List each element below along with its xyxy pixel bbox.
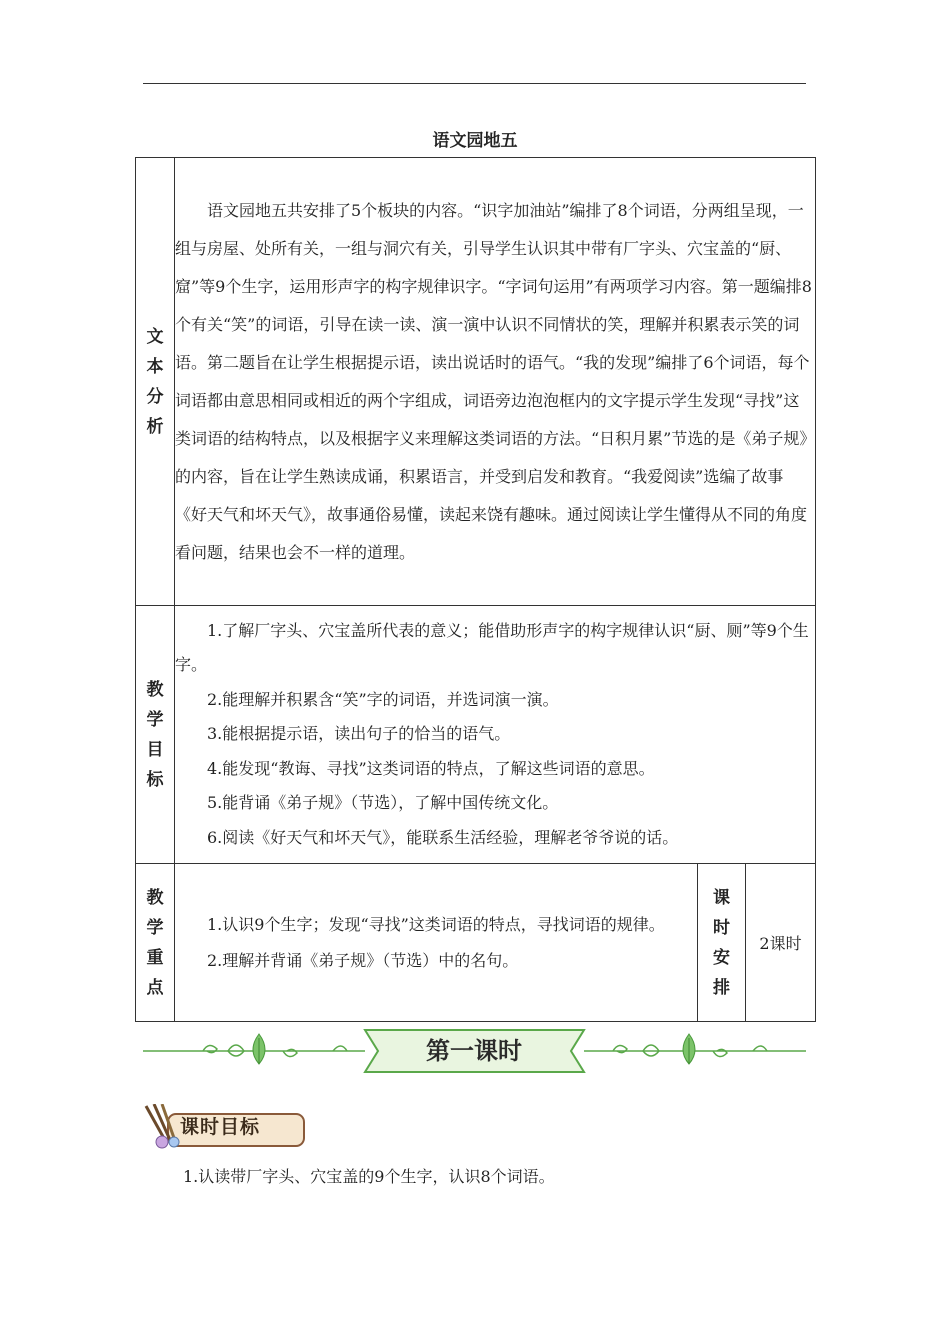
schedule-label: 课时安排 bbox=[698, 864, 746, 1022]
analysis-text: 语文园地五共安排了5个板块的内容。“识字加油站”编排了8个词语，分两组呈现，一组与房屋、处所有关，一组与洞穴有关，引导学生认识其中带有厂字头、穴宝盖的“厨、窟”等9个生字，运用形声字的构字规律识字。“字词句运用”有两项学习内容。第一题编排8个有关“笑”的词语，引导在读一读、演一演中认识不同情状的笑，理解并积累表示笑的词语。第二题旨在让学生根据提示语，读出说话时的语气。“我的发现”编排了6个词语，每个词语都由意思相同或相近的两个字组成，词语旁边泡泡框内的文字提示学生发现“寻找”这类词语的结构特点，以及根据字义来理解这类词语的方法。“日积月累”节选的是《弟子规》的内容，旨在让学生熟读成诵，积累语言，并受到启发和教育。“我爱阅读”选编了故事《好天气和坏天气》，故事通俗易懂，读起来饶有趣味。通过阅读让学生懂得从不同的角度看问题，结果也会不一样的道理。 bbox=[175, 200, 812, 562]
lesson-plan-table bbox=[135, 157, 816, 1022]
header-rule bbox=[143, 83, 806, 84]
objective-item: 6.阅读《好天气和坏天气》，能联系生活经验，理解老爷爷说的话。 bbox=[207, 827, 679, 847]
objectives-row bbox=[136, 606, 816, 864]
page-title: 语文园地五 bbox=[432, 131, 518, 151]
objective-item: 4.能发现“教诲、寻找”这类词语的特点，了解这些词语的意思。 bbox=[207, 758, 655, 778]
analysis-text-cell bbox=[175, 158, 816, 606]
flower-icon bbox=[156, 1136, 168, 1148]
key-point-item: 2.理解并背诵《弟子规》（节选）中的名句。 bbox=[207, 950, 519, 970]
lesson-objective: 1.认读带厂字头、穴宝盖的9个生字，认识8个词语。 bbox=[183, 1167, 555, 1186]
objective-item: 3.能根据提示语，读出句子的恰当的语气。 bbox=[207, 724, 511, 744]
objectives-label: 教学目标 bbox=[136, 606, 175, 864]
lesson-banner-title: 第一课时 bbox=[426, 1037, 522, 1065]
section-badge-label: 课时目标 bbox=[180, 1116, 261, 1138]
objective-item: 2.能理解并积累含“笑”字的词语，并选词演一演。 bbox=[207, 689, 559, 709]
analysis-label: 文本分析 bbox=[136, 158, 175, 606]
key-point-item: 1.认识9个生字；发现“寻找”这类词语的特点，寻找词语的规律。 bbox=[207, 914, 665, 934]
analysis-row bbox=[136, 158, 816, 606]
key-points-label: 教学重点 bbox=[136, 864, 175, 1022]
objectives-cell bbox=[175, 606, 816, 864]
schedule-value: 2课时 bbox=[746, 864, 816, 1022]
lesson-banner bbox=[143, 1028, 806, 1074]
objective-item: 5.能背诵《弟子规》（节选），了解中国传统文化。 bbox=[207, 793, 559, 813]
key-points-row bbox=[136, 864, 816, 1022]
objective-item: 1.了解厂字头、穴宝盖所代表的意义；能借助形声字的构字规律认识“厨、厕”等9个生字。 bbox=[175, 620, 809, 675]
key-points-cell bbox=[175, 864, 698, 1022]
